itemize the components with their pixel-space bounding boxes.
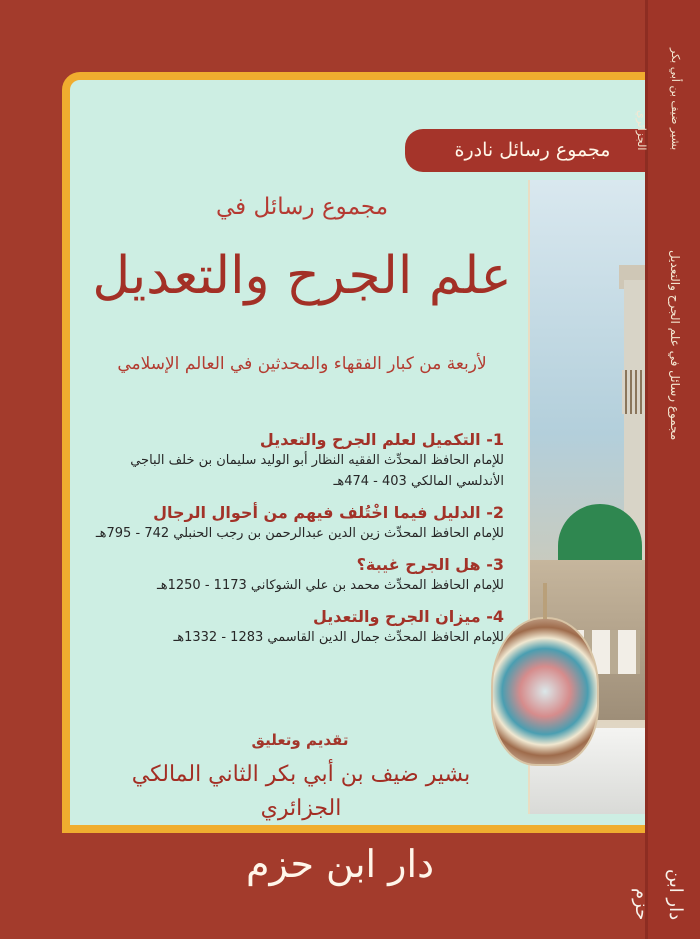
spine-title: مجموع رسائل في علم الجرح والتعديل	[668, 249, 682, 441]
treatise-title: 3- هل الجرح غيبة؟	[356, 555, 504, 574]
treatise-author: للإمام الحافظ المحدِّث زين الدين عبدالرحمن بن رجب الحنبلي 742 - 795هـ	[95, 526, 504, 541]
publisher-name: دار ابن حزم	[245, 842, 435, 886]
treatise-title: 1- التكميل لعلم الجرح والتعديل	[259, 430, 504, 449]
author-name: بشير ضيف بن أبي بكر الثاني المالكي الجزائري	[131, 762, 471, 821]
treatise-title: 4- ميزان الجرح والتعديل	[312, 607, 504, 626]
book-spine	[631, 0, 700, 939]
treatise-author: للإمام الحافظ المحدِّث الفقيه النظار أبو الوليد سليمان بن خلف الباجي الأندلسي المالكي 403 - 474هـ	[130, 453, 504, 489]
treatise-title: 2- الدليل فيما اخْتُلف فيهم من أحوال الرجال	[153, 503, 504, 522]
main-title: علم الجرح والتعديل	[92, 246, 512, 306]
treatise-author: للإمام الحافظ المحدِّث جمال الدين القاسمي 1283 - 1332هـ	[173, 630, 504, 645]
spine-author: بشير ضيف بن أبي بكر الجزائري	[635, 47, 682, 150]
spine-publisher: دار ابن حزم	[631, 868, 686, 920]
subtitle: لأربعة من كبار الفقهاء والمحدثين في العالم الإسلامي	[117, 354, 487, 374]
prefaced-by-label: تقديم وتعليق	[251, 731, 349, 749]
collection-label: مجموع رسائل نادرة	[405, 129, 660, 172]
series-title: مجموع رسائل في	[215, 194, 389, 220]
treatise-author: للإمام الحافظ المحدِّث محمد بن علي الشوكاني 1173 - 1250هـ	[156, 578, 504, 593]
